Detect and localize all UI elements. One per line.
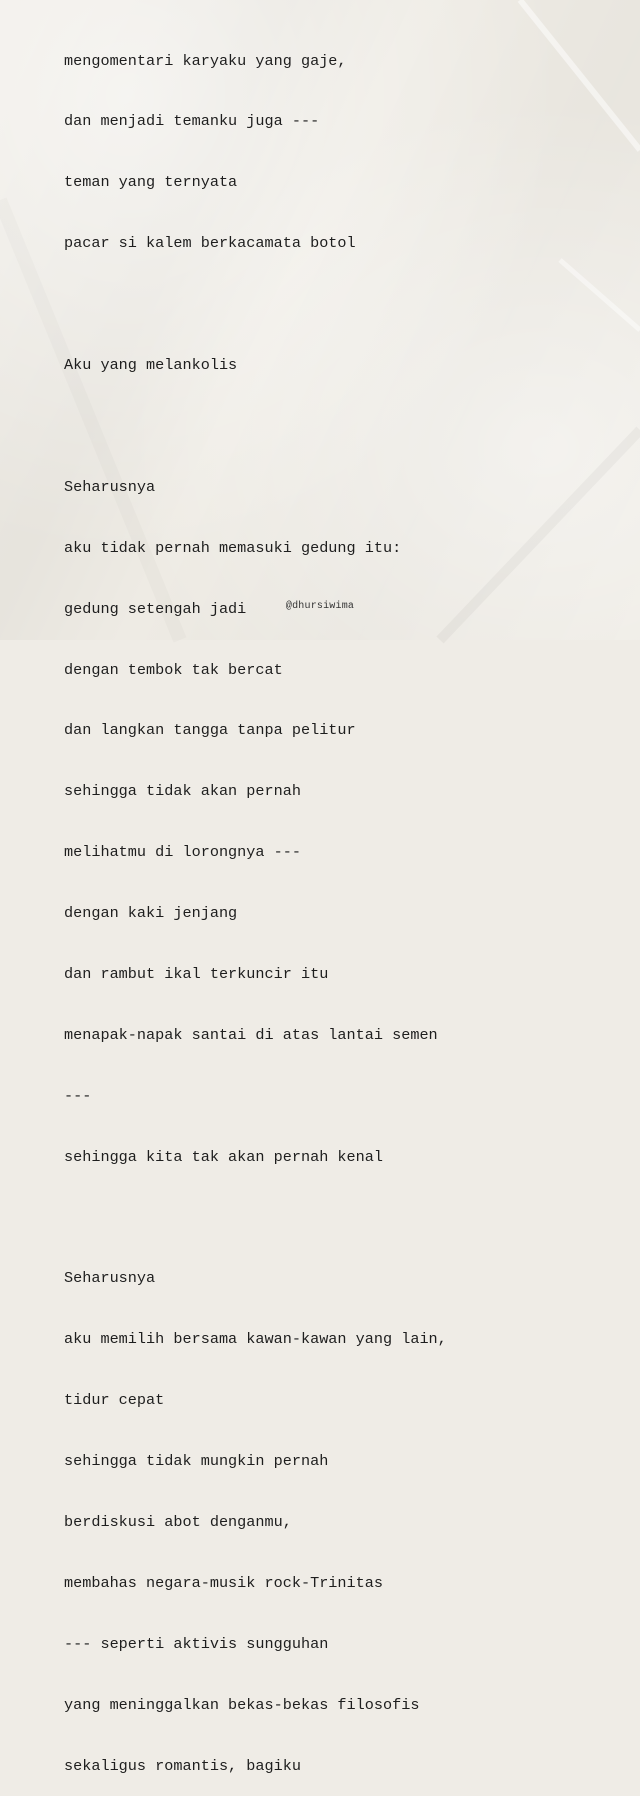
poem-line: --- bbox=[64, 1086, 92, 1105]
poem-line: aku tidak pernah memasuki gedung itu: bbox=[64, 538, 402, 557]
poem-line: teman yang ternyata bbox=[64, 173, 238, 192]
poem-line: melihatmu di lorongnya --- bbox=[64, 843, 301, 862]
poem-line: tidur cepat bbox=[64, 1391, 165, 1410]
poem-line: dan menjadi temanku juga --- bbox=[64, 112, 320, 131]
poem-line: sehingga kita tak akan pernah kenal bbox=[64, 1147, 383, 1166]
poem-line: sekaligus romantis, bagiku bbox=[64, 1756, 301, 1775]
poem-line: Aku yang melankolis bbox=[64, 356, 238, 375]
poem-line: dengan tembok tak bercat bbox=[64, 660, 283, 679]
poem-line: dan langkan tangga tanpa pelitur bbox=[64, 721, 356, 740]
author-signature: @dhursiwima bbox=[285, 601, 355, 612]
poem-line: pacar si kalem berkacamata botol bbox=[64, 234, 356, 253]
poem-line: dan rambut ikal terkuncir itu bbox=[64, 964, 329, 983]
poem-line: gedung setengah jadi bbox=[64, 599, 247, 618]
poem-line bbox=[64, 1208, 624, 1228]
poem-text bbox=[64, 10, 624, 1796]
poem-line: --- seperti aktivis sungguhan bbox=[64, 1634, 329, 1653]
poem-line: Seharusnya bbox=[64, 477, 156, 496]
poem-line: berdiskusi abot denganmu, bbox=[64, 1512, 292, 1531]
poem-line: Seharusnya bbox=[64, 1269, 156, 1288]
poem-line: mengomentari karyaku yang gaje, bbox=[64, 51, 347, 70]
poem-line: sehingga tidak mungkin pernah bbox=[64, 1452, 329, 1471]
poem-line: menapak-napak santai di atas lantai semen bbox=[64, 1025, 438, 1044]
poem-line: sehingga tidak akan pernah bbox=[64, 782, 301, 801]
poem-line: membahas negara-musik rock-Trinitas bbox=[64, 1573, 383, 1592]
poem-line bbox=[64, 416, 624, 436]
poem-line: aku memilih bersama kawan-kawan yang lain, bbox=[64, 1330, 447, 1349]
poem-line: dengan kaki jenjang bbox=[64, 904, 238, 923]
poem-line bbox=[64, 294, 624, 314]
poem-line: yang meninggalkan bekas-bekas filosofis bbox=[64, 1695, 420, 1714]
